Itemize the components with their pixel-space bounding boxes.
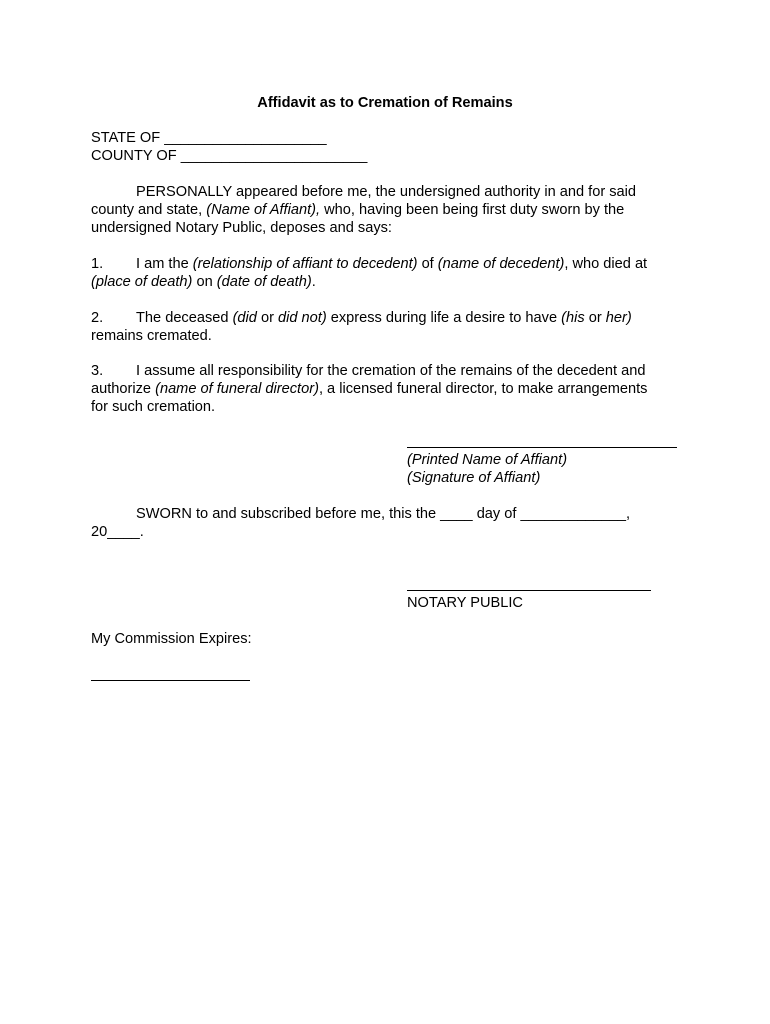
item-3-number: 3. <box>91 363 104 379</box>
sworn-line-1 <box>91 505 630 523</box>
item-1-text: on <box>192 274 217 290</box>
state-field: STATE OF ____________________ <box>91 130 327 146</box>
item-1-line-2 <box>91 273 316 291</box>
affiant-signature-line <box>407 447 677 448</box>
item-1-number: 1. <box>91 256 104 272</box>
affiant-name-placeholder: (Name of Affiant), <box>206 202 321 218</box>
date-of-death-placeholder: (date of death) <box>216 274 312 290</box>
sworn-line-2: 20____. <box>91 524 144 540</box>
item-2-text: express during life a desire to have <box>326 310 562 326</box>
decedent-name-placeholder: (name of decedent) <box>437 256 565 272</box>
signature-label <box>407 469 540 487</box>
his-placeholder: (his <box>561 310 585 326</box>
signature-text: (Signature of Affiant) <box>407 470 541 486</box>
item-1-text: . <box>311 274 316 290</box>
printed-name-text: (Printed Name of Affiant) <box>407 452 568 468</box>
item-2-number: 2. <box>91 310 104 326</box>
item-3-line-1 <box>91 362 645 380</box>
intro-text-1: PERSONALLY appeared before me, the undersigned authority in and for said <box>136 184 637 200</box>
item-1-line-1 <box>91 255 647 273</box>
document-title: Affidavit as to Cremation of Remains <box>257 95 513 111</box>
intro-line-3: undersigned Notary Public, deposes and says: <box>91 220 392 236</box>
funeral-director-placeholder: (name of funeral director) <box>155 381 319 397</box>
county-field: COUNTY OF _______________________ <box>91 148 368 164</box>
item-2-text: The deceased <box>136 310 233 326</box>
item-1-text: of <box>417 256 438 272</box>
intro-text-2a: county and state, <box>91 202 207 218</box>
item-3-line-3: for such cremation. <box>91 399 216 415</box>
intro-line-1 <box>91 183 636 201</box>
place-of-death-placeholder: (place of death) <box>91 274 193 290</box>
item-3-text: authorize <box>91 381 156 397</box>
commission-date-line <box>91 680 250 681</box>
item-2-text: or <box>256 310 278 326</box>
commission-expires-label: My Commission Expires: <box>91 631 252 647</box>
intro-text-2b: who, having been being first duty sworn by the <box>320 202 625 218</box>
item-3-line-2 <box>91 380 647 398</box>
did-placeholder: (did <box>232 310 257 326</box>
item-2-line-2: remains cremated. <box>91 328 212 344</box>
relationship-placeholder: (relationship of affiant to decedent) <box>192 256 418 272</box>
did-not-placeholder: did not) <box>278 310 327 326</box>
item-1-text: I am the <box>136 256 193 272</box>
item-3-text: I assume all responsibility for the cremation of the remains of the decedent and <box>136 363 646 379</box>
notary-signature-line <box>407 590 651 591</box>
item-3-text: , a licensed funeral director, to make arrangements <box>318 381 648 397</box>
her-placeholder: her) <box>605 310 632 326</box>
item-2-text: or <box>584 310 606 326</box>
intro-line-2 <box>91 201 624 219</box>
item-1-text: , who died at <box>564 256 648 272</box>
item-2-line-1 <box>91 309 632 327</box>
sworn-text: SWORN to and subscribed before me, this the ____ day of _____________, <box>136 506 631 522</box>
notary-public-label: NOTARY PUBLIC <box>407 595 523 611</box>
printed-name-label <box>407 451 567 469</box>
